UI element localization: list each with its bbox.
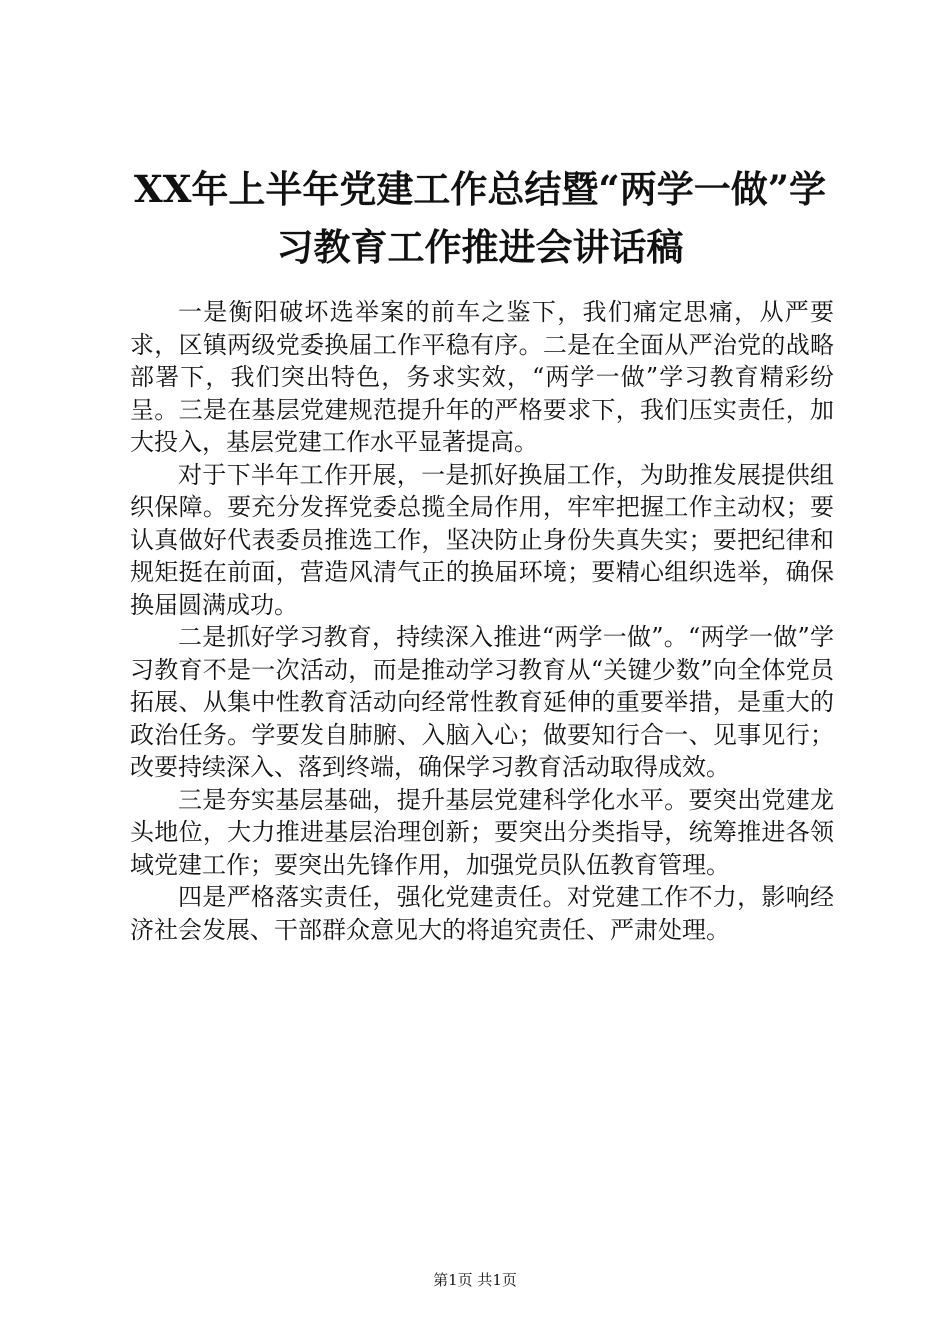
paragraph-1: 一是衡阳破坏选举案的前车之鉴下，我们痛定思痛，从严要求，区镇两级党委换届工作平稳有序。二是在全面从严治党的战略部署下，我们突出特色，务求实效，“两学一做”学习教育精彩纷呈。三是在基层党建规范提升年的严格要求下，我们压实责任，加大投入，基层党建工作水平显著提高。 [130,298,834,456]
document-title: XX年上半年党建工作总结暨“两学一做”学习教育工作推进会讲话稿 [134,167,826,269]
page-number-footer: 第1页 共1页 [433,1271,517,1289]
paragraph-2: 对于下半年工作开展，一是抓好换届工作，为助推发展提供组织保障。要充分发挥党委总揽全局作用，牢牢把握工作主动权；要认真做好代表委员推选工作，坚决防止身份失真失实；要把纪律和规矩挺在前面，营造风清气正的换届环境；要精心组织选举，确保换届圆满成功。 [130,460,834,619]
paragraph-4: 三是夯实基层基础，提升基层党建科学化水平。要突出党建龙头地位，大力推进基层治理创新；要突出分类指导，统筹推进各领域党建工作；要突出先锋作用，加强党员队伍教育管理。 [130,785,834,879]
document-body [130,296,834,946]
paragraph-3: 二是抓好学习教育，持续深入推进“两学一做”。“两学一做”学习教育不是一次活动，而是推动学习教育从“关键少数”向全体党员拓展、从集中性教育活动向经常性教育延伸的重要举措，是重大的政治任务。学要发自肺腑、入脑入心；做要知行合一、见事见行；改要持续深入、落到终端，确保学习教育活动取得成效。 [130,623,834,781]
paragraph-5: 四是严格落实责任，强化党建责任。对党建工作不力，影响经济社会发展、干部群众意见大的将追究责任、严肃处理。 [130,883,834,944]
